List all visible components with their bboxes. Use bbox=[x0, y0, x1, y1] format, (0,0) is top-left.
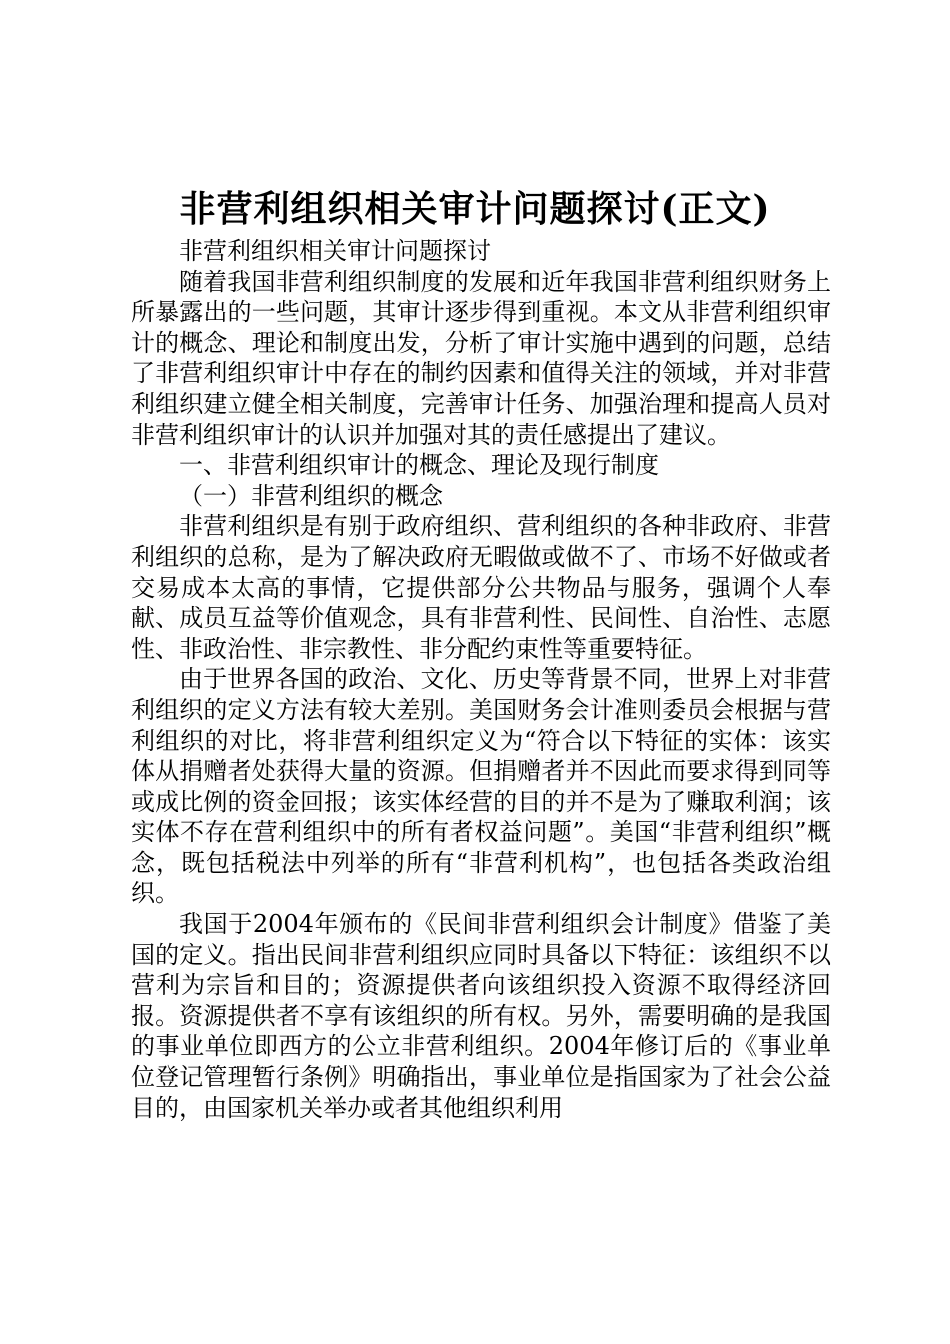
subsection-heading-1: （一）非营利组织的概念 bbox=[179, 481, 443, 510]
document-title: 非营利组织相关审计问题探讨(正文) bbox=[179, 188, 771, 230]
paragraph-subtitle: 非营利组织相关审计问题探讨 bbox=[179, 237, 491, 265]
paragraph-china-definition: 我国于2004年颁布的《民间非营利组织会计制度》借鉴了美国的定义。指出民间非营利组织应同时具备以下特征：该组织不以营利为宗旨和目的；资源提供者向该组织投入资源不取得经济回报。资源提供者不享有该组织的所有权。另外，需要明确的是我国的事业单位即西方的公立非营利组织。2004年修订后的《事业单位登记管理暂行条例》明确指出，事业单位是指国家为了社会公益目的，由国家机关举办或者其他组织利用 bbox=[131, 910, 831, 1122]
paragraph-abstract: 随着我国非营利组织制度的发展和近年我国非营利组织财务上所暴露出的一些问题，其审计逐步得到重视。本文从非营利组织审计的概念、理论和制度出发，分析了审计实施中遇到的问题，总结了非营利组织审计中存在的制约因素和值得关注的领域，并对非营利组织建立健全相关制度，完善审计任务、加强治理和提高人员对非营利组织审计的认识并加强对其的责任感提出了建议。 bbox=[131, 267, 831, 449]
paragraph-definition: 非营利组织是有别于政府组织、营利组织的各种非政府、非营利组织的总称，是为了解决政府无暇做或做不了、市场不好做或者交易成本太高的事情，它提供部分公共物品与服务，强调个人奉献、成员互益等价值观念，具有非营利性、民间性、自治性、志愿性、非政治性、非宗教性、非分配约束性等重要特征。 bbox=[131, 512, 831, 663]
section-heading-1: 一、非营利组织审计的概念、理论及现行制度 bbox=[179, 451, 659, 480]
document-body bbox=[131, 236, 831, 1123]
paragraph-us-definition: 由于世界各国的政治、文化、历史等背景不同，世界上对非营利组织的定义方法有较大差别。美国财务会计准则委员会根据与营利组织的对比，将非营利组织定义为“符合以下特征的实体：该实体从捐赠者处获得大量的资源。但捐赠者并不因此而要求得到同等或成比例的资金回报；该实体经营的目的并不是为了赚取利润；该实体不存在营利组织中的所有者权益问题”。美国“非营利组织”概念，既包括税法中列举的所有“非营利机构”，也包括各类政治组织。 bbox=[131, 665, 831, 908]
